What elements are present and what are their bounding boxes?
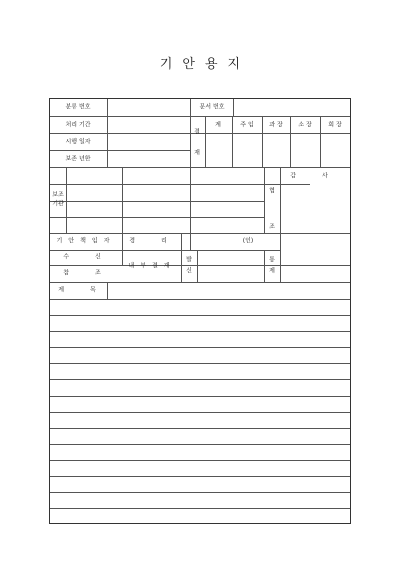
reference-label: 참 조 <box>63 269 113 277</box>
director-label: 소 장 <box>298 121 312 129</box>
col-line <box>233 99 234 116</box>
row-line <box>50 116 350 117</box>
ruled-line <box>50 428 350 429</box>
col-line <box>190 99 191 250</box>
ruled-line <box>50 347 350 348</box>
form-title: 기안용지 <box>159 57 251 72</box>
seal-mark: (인) <box>242 237 254 245</box>
col-line <box>264 167 265 233</box>
chief-label: 주 임 <box>240 121 254 129</box>
ruled-line <box>50 460 350 461</box>
col-line <box>232 116 233 167</box>
ruled-line <box>50 476 350 477</box>
row-line <box>190 133 350 134</box>
row-line <box>50 250 280 251</box>
control-label-top: 통 <box>269 256 275 264</box>
retention-label: 보존 년한 <box>65 155 91 163</box>
col-line <box>290 116 291 167</box>
col-line <box>205 116 206 167</box>
president-label: 회 장 <box>328 121 342 129</box>
ruled-line <box>50 379 350 380</box>
col-line <box>122 167 123 265</box>
row-line <box>50 150 190 151</box>
col-line <box>320 116 321 167</box>
col-line <box>181 233 182 282</box>
ruled-line <box>50 508 350 509</box>
col-line <box>107 99 108 167</box>
class-no-label: 분류 번호 <box>65 103 91 111</box>
ruled-line <box>50 492 350 493</box>
coop-label-top: 협 <box>269 187 275 195</box>
send-label-top: 발 <box>186 256 192 264</box>
ruled-line <box>50 444 350 445</box>
row-line <box>50 201 264 202</box>
col-line <box>264 250 265 282</box>
row-line <box>50 265 350 266</box>
col-line <box>262 116 263 167</box>
row-line <box>50 217 264 218</box>
drafter-label: 기안책임자 <box>56 237 116 245</box>
aux-label-bottom: 기관 <box>52 200 64 208</box>
col-line <box>66 167 67 233</box>
approval-label-bottom: 재 <box>194 149 200 157</box>
approval-label-top: 결 <box>194 128 200 136</box>
recipient-label: 수 신 <box>63 253 113 261</box>
manager-label: 경 리 <box>129 237 179 245</box>
subject-label: 제 목 <box>58 286 108 294</box>
section-head-label: 과 장 <box>269 121 283 129</box>
row-line <box>50 133 190 134</box>
row-line <box>50 184 190 185</box>
control-label-bottom: 제 <box>269 267 275 275</box>
row-line <box>50 282 350 283</box>
col-line <box>197 250 198 282</box>
ruled-line <box>50 396 350 397</box>
staff-label: 계 <box>215 121 221 129</box>
ruled-line <box>50 315 350 316</box>
ruled-line <box>50 363 350 364</box>
ruled-line <box>50 412 350 413</box>
body-ruled-area[interactable] <box>50 299 350 523</box>
aux-label-top: 보조 <box>52 191 64 199</box>
row-line <box>50 233 350 234</box>
send-label-bottom: 신 <box>186 267 192 275</box>
auditor-label: 감 사 <box>290 172 340 180</box>
internal-approval-label: 내부결재 <box>128 262 176 270</box>
col-line <box>280 167 281 282</box>
coop-label-bottom: 조 <box>269 223 275 231</box>
row-line <box>190 184 310 185</box>
draft-form <box>49 98 351 524</box>
ruled-line <box>50 331 350 332</box>
row-line <box>50 167 350 168</box>
doc-no-label: 문서 번호 <box>199 103 225 111</box>
exec-date-label: 시행 일자 <box>65 138 91 146</box>
proc-period-label: 처리 기간 <box>65 121 91 129</box>
